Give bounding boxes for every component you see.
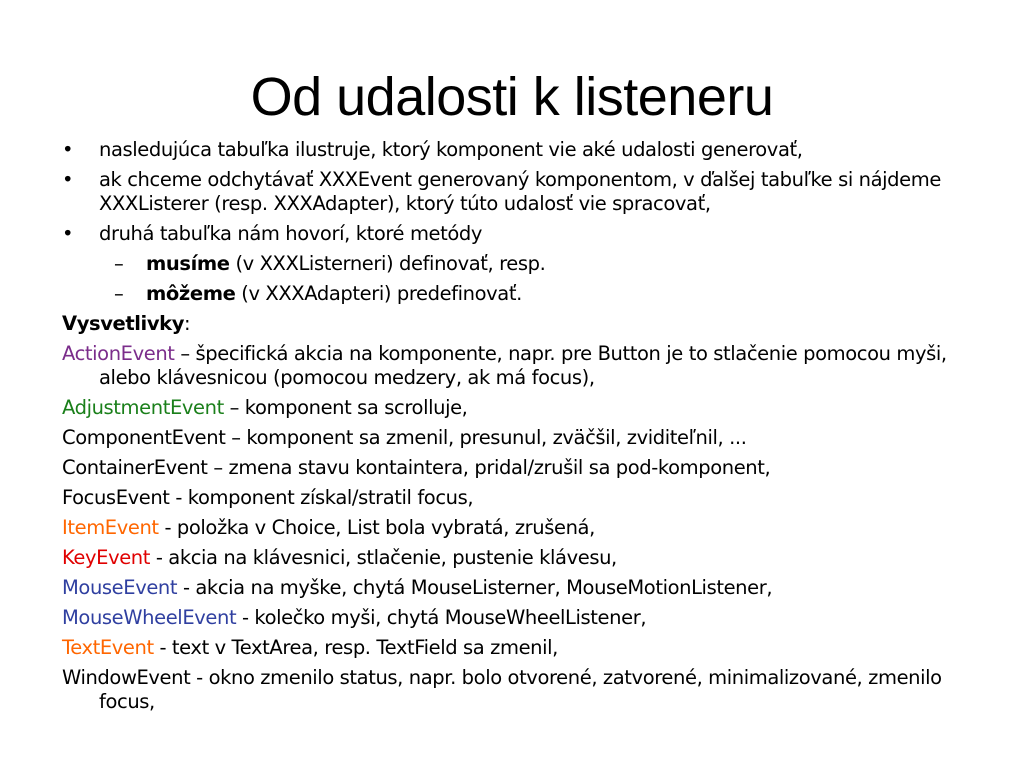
- event-description: - akcia na myške, chytá MouseListerner, MouseMotionListener,: [177, 576, 773, 599]
- event-entry: [62, 342, 1002, 390]
- legend-title: Vysvetlivky: [62, 312, 185, 335]
- sub-bullet-symbol: –: [114, 282, 124, 305]
- event-description: – komponent sa scrolluje,: [223, 396, 468, 419]
- legend-heading: [62, 312, 1002, 336]
- event-entry: [62, 396, 1002, 420]
- event-name: WindowEvent: [62, 666, 191, 689]
- sub-bullet-item: [62, 282, 1002, 306]
- event-description: - komponent získal/stratil focus,: [169, 486, 474, 509]
- event-entry: [62, 516, 1002, 540]
- event-description: - kolečko myši, chytá MouseWheelListener,: [236, 606, 647, 629]
- event-name: ActionEvent: [62, 342, 175, 365]
- sub-bullet-text: (v XXXListerneri) definovať, resp.: [229, 252, 546, 275]
- event-entry: [62, 606, 1002, 630]
- event-entry: [62, 456, 1002, 480]
- event-name: KeyEvent: [62, 546, 151, 569]
- sub-bullet-symbol: –: [114, 252, 124, 275]
- event-name: MouseEvent: [62, 576, 178, 599]
- event-name: MouseWheelEvent: [62, 606, 237, 629]
- event-description: - text v TextArea, resp. TextField sa zmenil,: [153, 636, 558, 659]
- event-description: – špecifická akcia na komponente, napr. pre Button je to stlačenie pomocou myši, alebo klávesnicou (pomocou medzery, ak má focus),: [99, 342, 947, 389]
- sub-bullet-text: (v XXXAdapteri) predefinovať.: [235, 282, 522, 305]
- event-name: FocusEvent: [62, 486, 170, 509]
- event-description: – zmena stavu kontaintera, pridal/zrušil sa pod-komponent,: [207, 456, 771, 479]
- bullet-text: druhá tabuľka nám hovorí, ktoré metódy: [99, 222, 483, 245]
- event-entry: [62, 666, 1002, 714]
- event-description: - akcia na klávesnici, stlačenie, pustenie klávesu,: [150, 546, 617, 569]
- event-name: ContainerEvent: [62, 456, 208, 479]
- bullet-symbol: •: [62, 138, 74, 161]
- event-entry: [62, 576, 1002, 600]
- event-name: AdjustmentEvent: [62, 396, 224, 419]
- legend-colon: :: [184, 312, 191, 335]
- slide-title: Od udalosti k listeneru: [250, 67, 774, 127]
- event-name: TextEvent: [62, 636, 154, 659]
- bullet-item: [62, 222, 1002, 246]
- bullet-item: [62, 168, 1002, 216]
- sub-bullet-bold: musíme: [146, 252, 230, 275]
- sub-bullet-bold: môžeme: [146, 282, 236, 305]
- event-entry: [62, 486, 1002, 510]
- event-entry: [62, 636, 1002, 660]
- bullet-item: [62, 138, 1002, 162]
- bullet-symbol: •: [62, 222, 74, 245]
- event-entry: [62, 426, 1002, 450]
- slide-content: [62, 138, 1002, 720]
- event-description: - položka v Choice, List bola vybratá, zrušená,: [158, 516, 595, 539]
- bullet-text: nasledujúca tabuľka ilustruje, ktorý komponent vie aké udalosti generovať,: [99, 138, 803, 161]
- event-entry: [62, 546, 1002, 570]
- event-name: ItemEvent: [62, 516, 159, 539]
- event-description: – komponent sa zmenil, presunul, zväčšil, zviditeľnil, ...: [225, 426, 747, 449]
- bullet-symbol: •: [62, 168, 74, 191]
- event-description: - okno zmenilo status, napr. bolo otvorené, zatvorené, minimalizované, zmenilo focus,: [99, 666, 942, 713]
- sub-bullet-item: [62, 252, 1002, 276]
- event-name: ComponentEvent: [62, 426, 226, 449]
- bullet-text: ak chceme odchytávať XXXEvent generovaný komponentom, v ďalšej tabuľke si nájdeme XXXListerer (resp. XXXAdapter), ktorý túto udalosť vie spracovať,: [99, 168, 941, 215]
